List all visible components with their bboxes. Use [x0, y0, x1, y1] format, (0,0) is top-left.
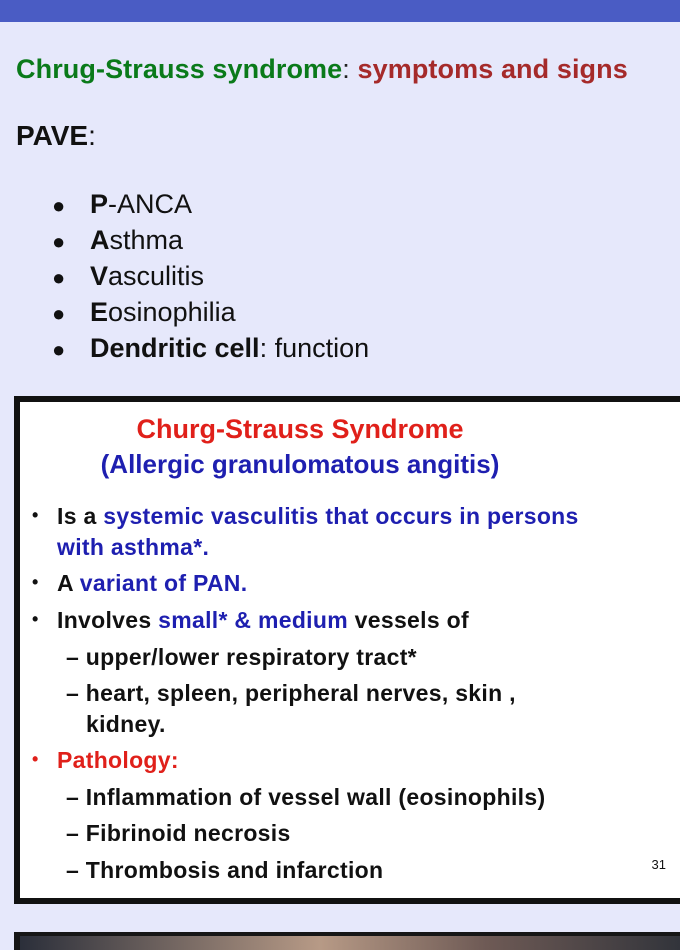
mnemonic-separator: :	[88, 120, 96, 151]
slide-subitem: – Thrombosis and infarction	[66, 857, 384, 883]
slide-subitem: – Inflammation of vessel wall (eosinophils)	[66, 784, 546, 810]
slide-bullet-1-cont: with asthma*.	[57, 534, 210, 560]
slide-subtitle: (Allergic granulomatous angitis)	[100, 449, 500, 479]
list-item: ● Asthma	[52, 222, 369, 258]
slide-subitem: – heart, spleen, peripheral nerves, skin ,	[66, 680, 516, 706]
mnemonic-word: PAVE	[16, 120, 89, 151]
next-image-preview[interactable]	[14, 932, 680, 950]
list-item: ● Vasculitis	[52, 258, 369, 294]
list-item: ● Eosinophilia	[52, 294, 369, 330]
slide-bullet-3: • Involves small* & medium vessels of	[32, 607, 469, 633]
slide-subitem: – Fibrinoid necrosis	[66, 820, 291, 846]
list-item: ● Dendritic cell: function	[52, 330, 369, 366]
slide-page-number: 31	[651, 857, 666, 872]
title-subject: symptoms and signs	[357, 54, 628, 84]
lecture-slide-image[interactable]	[14, 396, 680, 904]
slide-bullet-4: • Pathology:	[32, 747, 179, 773]
slide-bullet-2: • A variant of PAN.	[32, 570, 248, 596]
mnemonic-list	[52, 186, 369, 366]
title-separator: :	[342, 54, 350, 84]
page-title	[16, 54, 628, 85]
mnemonic-heading	[16, 120, 96, 152]
slide-subitem-cont: kidney.	[86, 711, 166, 737]
bullet-icon: ●	[52, 193, 66, 218]
slide-content	[20, 402, 680, 898]
slide-bullet-1: • Is a systemic vasculitis that occurs in persons	[32, 503, 579, 529]
list-item: ● P-ANCA	[52, 186, 369, 222]
bullet-icon: ●	[52, 337, 66, 362]
top-bar	[0, 0, 680, 22]
bullet-icon: ●	[52, 229, 66, 254]
title-term: Chrug-Strauss syndrome	[16, 54, 343, 84]
bullet-icon: ●	[52, 265, 66, 290]
image-thumbnail	[20, 936, 680, 950]
slide-title: Churg-Strauss Syndrome	[136, 414, 464, 444]
slide-subitem: – upper/lower respiratory tract*	[66, 644, 417, 670]
bullet-icon: ●	[52, 301, 66, 326]
